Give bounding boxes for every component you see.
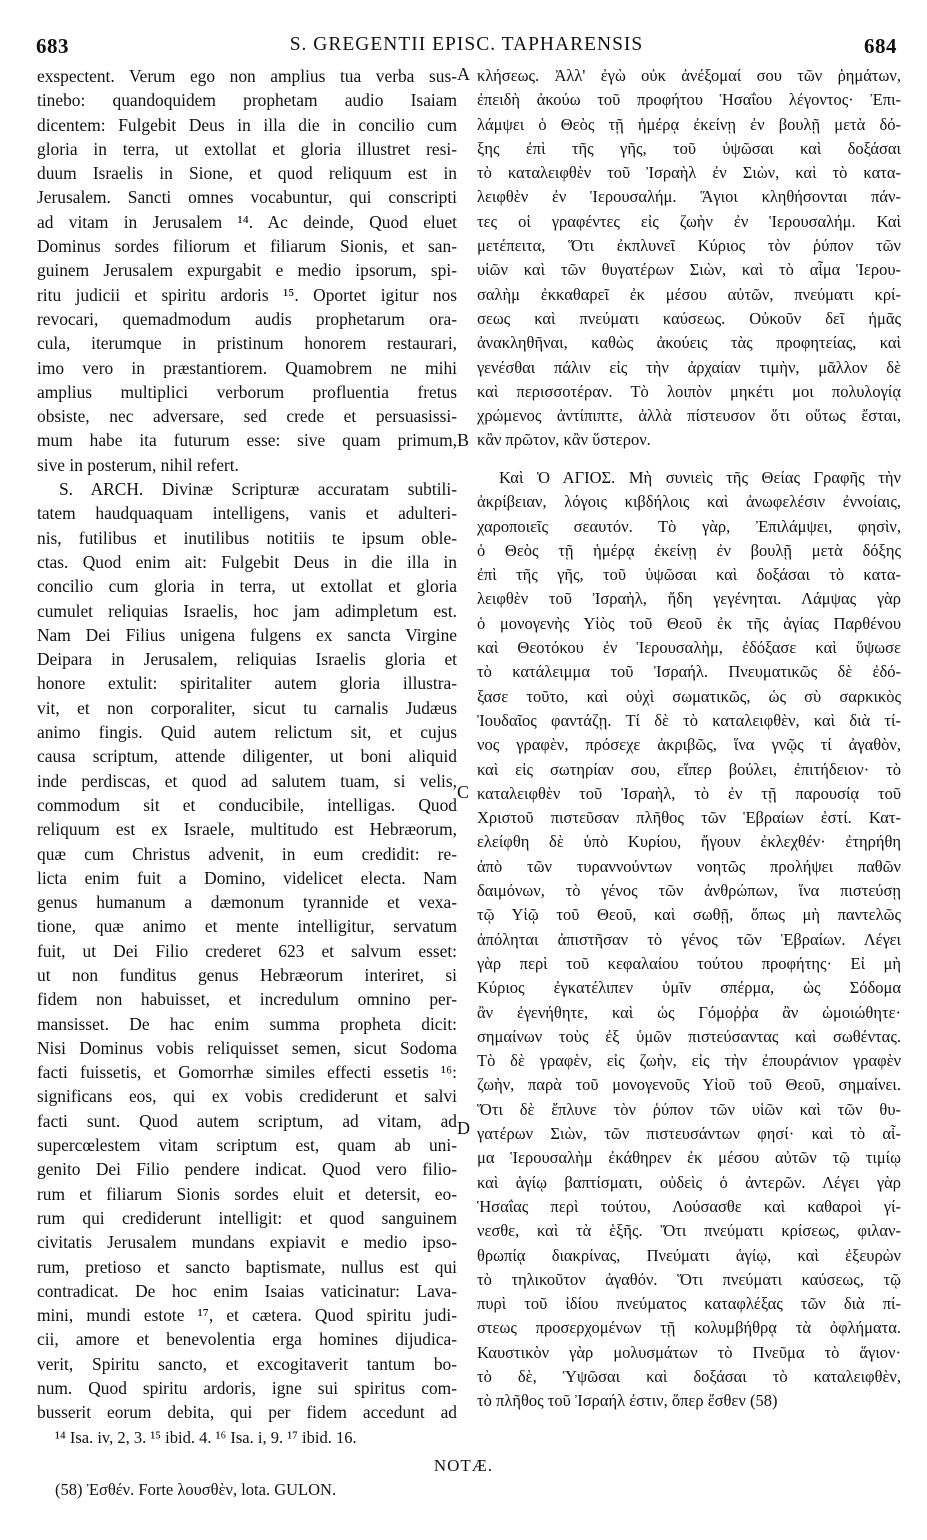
latin-line: quæ cum Christus advenit, in eum credidit: re- — [37, 843, 457, 864]
latin-line: mansisset. De hac enim summa propheta dicit: — [37, 1013, 457, 1034]
latin-line: commodum sit et conducibile, intelligas. Quod — [37, 794, 457, 815]
latin-line: rum qui crediderunt intelligit: et quod sanguinem — [37, 1207, 457, 1228]
latin-line: concilio cum gloria in terra, ut extollat et gloria — [37, 576, 457, 597]
latin-line: reliquum est ex Israele, multitudo est Hebræorum, — [37, 819, 457, 840]
latin-line: cumulet reliquias Israelis, hoc jam adimpletum est. — [37, 600, 457, 621]
greek_b-line: ὁ μονογενὴς Υἱὸς τοῦ Θεοῦ ἐκ τῆς ἁγίας Παρθένου — [477, 613, 901, 633]
latin-line: tione, quæ animo et mente intelligitur, servatum — [37, 916, 457, 937]
greek_a-line: μετέπειτα, Ὅτι ἐκπλυνεῖ Κύριος τὸν ῥύπον τῶν — [477, 236, 901, 256]
latin-line: honore extulit: spiritaliter autem gloria illustra- — [37, 673, 457, 694]
latin-line: supercœlestem vitam scriptum est, quam ab uni- — [37, 1135, 457, 1156]
running-title: S. GREGENTII EPISC. TAPHARENSIS — [289, 34, 644, 55]
greek_b-line: ἀπόληται ἀπιστῆσαν τὸ γένος τῶν Ἑβραίων. Λέγει — [477, 929, 901, 949]
margin-marker-a: A — [457, 64, 470, 84]
notae-note: (58) Ἐσθέν. Forte λουσθὲν, lota. GULON. — [55, 1480, 337, 1499]
margin-marker-d: D — [457, 1118, 470, 1138]
greek_a-line: ἀνακληθῆναι, καθὼς ἀκούεις τὰς προφητείας, καὶ — [477, 333, 901, 353]
greek_b-line: ὁ Θεὸς τῇ ἡμέρᾳ ἐκείνῃ ἐν βουλῇ μετὰ δόξης — [477, 540, 901, 560]
greek_b-line: ἀπὸ τῶν τυραννούντων νοητῶς προλήψει παθῶν — [477, 856, 901, 876]
latin-line: num. Quod spiritu ardoris, igne sui spiritus com- — [37, 1378, 457, 1399]
latin-line: mum habe ita futurum esse: sive quam primum, — [37, 430, 457, 451]
greek_b-line: λειφθὲν τοῦ Ἰσραὴλ, ἤδη γεγένηται. Λάμψας γὰρ — [477, 589, 901, 609]
latin-line: nis, futilibus et inutilibus notitiis te ipsum oble- — [37, 527, 457, 548]
greek_b-line: Ὅτι δὲ ἔπλυνε τὸν ῥύπον τῶν υἱῶν καὶ τῶν θυ- — [477, 1099, 901, 1119]
greek_b-line: γατέρων Σιὼν, τῶν πιστευσάντων φησί· καὶ τὸ αἷ- — [477, 1124, 901, 1144]
greek_a-line: κλήσεως. Ἀλλ' ἐγὼ οὐκ ἀνέξομαί σου τῶν ῥημάτων, — [477, 66, 901, 85]
greek_b-line: Κύριος ἐγκατέλιπεν ὑμῖν σπέρμα, ὡς Σόδομα — [477, 978, 901, 998]
latin-line: tatem haudquaquam intelligens, vanis et adulteri- — [37, 503, 457, 524]
latin-line: tinebo: quandoquidem prophetam audio Isaiam — [37, 90, 457, 111]
latin-line: significans eos, qui ex vobis crediderunt et salvi — [37, 1086, 457, 1107]
page-number-left: 683 — [36, 34, 69, 58]
footnotes: ¹⁴ Isa. iv, 2, 3. ¹⁵ ibid. 4. ¹⁶ Isa. i, 9. ¹⁷ ibid. 16. — [55, 1428, 357, 1447]
greek_b-line: νος γραφὲν, πρόσεχε ἀκριβῶς, ἵνα γνῷς τί ἀγαθὸν, — [477, 735, 901, 755]
greek_b-line: Χριστοῦ πιστεῦσαν πλῆθος τῶν Ἑβραίων ἐστί. Κατ- — [477, 808, 901, 828]
greek_b-line: σημαίνων τοὺς ἐξ ὑμῶν πιστεύσαντας καὶ σωθέντας. — [477, 1026, 901, 1046]
latin-line: obsiste, nec adversare, sed crede et persuasissi- — [37, 406, 457, 427]
latin-line: ut non funditus genus Hebræorum interiret, si — [37, 964, 457, 985]
greek_a-line: ἐπειδὴ ἀκούω τοῦ προφήτου Ἡσαΐου λέγοντος· Ἐπι- — [477, 90, 901, 110]
latin-line: ritu judicii et spiritu ardoris ¹⁵. Oportet igitur nos — [37, 284, 457, 305]
greek_a-line: κἂν πρῶτον, κἂν ὕστερον. — [477, 430, 651, 450]
greek_b-line: Καυστικὸν γὰρ μολυσμάτων τὸ Πνεῦμα τὸ ἅγιον· — [477, 1342, 901, 1362]
greek_b-line: πυρὶ τοῦ ἰδίου πνεύματος καταφλέξας τῶν διὰ πί- — [477, 1294, 901, 1314]
latin-line: verit, Spiritu sancto, et excogitaverit tantum bo- — [37, 1353, 457, 1374]
page-number-right: 684 — [864, 34, 897, 58]
latin-line: S. ARCH. Divinæ Scripturæ accuratam subtili- — [59, 479, 457, 500]
greek_a-line: λάμψει ὁ Θεὸς τῇ ἡμέρᾳ ἐκείνῃ ἐν βουλῇ μετὰ δό- — [477, 114, 901, 134]
greek_b-line: Καὶ Ὁ ΑΓΙΟΣ. Μὴ συνιεὶς τῆς Θείας Γραφῆς τὴν — [499, 468, 901, 487]
greek_b-line: ἐπὶ τῆς γῆς, τοῦ ὑψῶσαι καὶ δοξάσαι τὸ κατα- — [477, 565, 901, 585]
greek_b-line: τῷ Υἱῷ τοῦ Θεοῦ, καὶ σωθῇ, ὅπως μὴ παντελῶς — [477, 905, 901, 925]
greek_b-line: τὸ κατάλειμμα τοῦ Ἰσραήλ. Πνευματικῶς δὲ ἐδό- — [477, 662, 901, 682]
greek_a-line: υἱῶν καὶ τῶν θυγατέρων Σιὼν, καὶ τὸ αἷμα Ἱερου- — [477, 260, 901, 280]
latin-line: genito Dei Filio pendere indicat. Quod vero filio- — [37, 1159, 457, 1180]
greek_a-line: τες οἱ γραφέντες εἰς ζωὴν ἐν Ἱερουσαλήμ. Καὶ — [477, 211, 901, 231]
greek_a-line: ξης ἐπὶ τῆς γῆς, τοῦ ὑψῶσαι καὶ δοξάσαι — [477, 138, 901, 158]
greek_a-line: τὸ καταλειφθὲν τοῦ Ἰσραὴλ ἐν Σιὼν, καὶ τὸ κατα- — [477, 163, 901, 183]
latin-line: duum Israelis in Sione, et quod reliquum est in — [37, 163, 457, 184]
latin-line: rum et filiarum Sionis sordes eluit et detersit, eo- — [37, 1183, 457, 1204]
greek_b-line: μα Ἱερουσαλὴμ ἐκάθηρεν ἐκ μέσου αὐτῶν τῷ τιμίῳ — [477, 1148, 901, 1168]
margin-marker-b: B — [457, 430, 470, 450]
greek_b-line: δαιμόνων, τὸ γένος τῶν ἀνθρώπων, ἵνα πιστεύσῃ — [477, 881, 901, 901]
greek-column-bottom — [477, 466, 901, 1414]
latin-line: civitatis Jerusalem mundans expiavit e medio ipso- — [37, 1232, 457, 1253]
latin-line: vit, et non corporaliter, sicut tu carnalis Judæus — [37, 697, 457, 718]
latin-line: exspectent. Verum ego non amplius tua verba sus- — [37, 66, 457, 86]
latin-line: busserit eorum debita, qui per fidem accedunt ad — [37, 1402, 457, 1423]
greek_b-line: γὰρ περὶ τοῦ κεφαλαίου τούτου προφήτης· Εἰ μὴ — [477, 953, 901, 973]
latin-line: Deipara in Jerusalem, reliquias Israelis gloria et — [37, 649, 457, 670]
greek_b-line: τὸ πλῆθος τοῦ Ἰσραήλ ἐστιν, ὅπερ ἔσθεν (58) — [477, 1391, 778, 1411]
greek_b-line: καὶ Θεοτόκου ἐν Ἱερουσαλὴμ, ἐδόξασε καὶ ὕψωσε — [477, 638, 901, 658]
latin-line: fuit, ut Dei Filio crederet 623 et salvum esset: — [37, 940, 457, 961]
margin-marker-c: C — [457, 782, 470, 802]
latin-line: licta enim fuit a Domino, videlicet electa. Nam — [37, 867, 457, 888]
latin-line: facti sunt. Quod autem scriptum, ad vitam, ad — [37, 1110, 457, 1131]
latin-line: Jerusalem. Sancti omnes vocabuntur, qui conscripti — [37, 187, 457, 208]
latin-line: cula, iterumque in pristinum honorem restaurari, — [37, 333, 457, 354]
greek_a-line: σεως καὶ πνεύματι καύσεως. Οὐκοῦν δεῖ ἡμᾶς — [477, 308, 901, 328]
latin-line: ctas. Quod enim ait: Fulgebit Deus in die illa in — [37, 551, 457, 572]
latin-line: imo vero in præstantiorem. Quamobrem ne mihi — [37, 357, 457, 378]
latin-line: facti fuissetis, et Gomorrhæ similes effecti essetis ¹⁶: — [37, 1062, 457, 1083]
greek_b-line: νεσθε, καὶ τὰ ἑξῆς. Ὅτι πνεύματι κρίσεως, φιλαν- — [477, 1221, 901, 1241]
greek_b-line: Ἰουδαῖος φαντάζῃ. Τί δὲ τὸ καταλειφθὲν, καὶ διὰ τί- — [477, 710, 901, 730]
greek_b-line: ξασε τοῦτο, καὶ οὐχὶ σωματικῶς, ὡς σὺ σαρκικὸς — [477, 686, 901, 706]
greek_b-line: χαροποιεῖς σεαυτόν. Τὸ γὰρ, Ἐπιλάμψει, φησὶν, — [477, 516, 901, 536]
greek_b-line: τὸ δὲ, Ὑψῶσαι καὶ δοξάσαι τὸ καταλειφθὲν, — [477, 1366, 901, 1386]
latin-line: dicentem: Fulgebit Deus in illa die in concilio cum — [37, 114, 457, 135]
latin-line: ad vitam in Jerusalem ¹⁴. Ac deinde, Quod eluet — [37, 211, 457, 232]
greek_b-line: ζωὴν, παρὰ τοῦ μονογενοῦς Υἱοῦ τοῦ Θεοῦ, σημαίνει. — [477, 1075, 901, 1095]
notae-heading: NOTÆ. — [433, 1456, 494, 1475]
latin-line: causa scriptum, attende diligenter, ut boni aliquid — [37, 746, 457, 767]
latin-line: Dominus sordes filiorum et filiarum Sionis, et san- — [37, 236, 457, 257]
greek_b-line: Τὸ δὲ γραφὲν, εἰς ζωὴν, εἰς τὴν ἐπουράνιον γραφὲν — [477, 1051, 901, 1071]
latin-line: mini, mundi estote ¹⁷, et cætera. Quod spiritu judi- — [37, 1305, 457, 1326]
greek_a-line: σαλὴμ ἐκκαθαρεῖ ἐκ μέσου αὐτῶν, πνεύματι κρί- — [477, 284, 901, 304]
greek-column-top — [477, 64, 901, 453]
greek_a-line: καὶ περισσοτέραν. Τὸ λοιπὸν μηκέτι μοι πολυλογίᾳ — [477, 381, 901, 401]
greek_b-line: καταλειφθὲν τοῦ Ἰσραὴλ, τὸ ἐν τῇ παρουσίᾳ τοῦ — [477, 783, 901, 803]
page-header — [36, 34, 897, 62]
greek_b-line: ἀκρίβειαν, λόγοις κιβδήλοις καὶ ἀνωφελέσιν ἐννοίαις, — [477, 492, 901, 512]
latin-line: amplius multiplici verborum profluentia fretus — [37, 381, 457, 402]
greek_b-line: στεως προσερχομένων τῇ κολυμβήθρᾳ τὰ ὀφλήματα. — [477, 1318, 901, 1338]
greek_a-line: χρώμενος ἀντίπιπτε, ἀλλὰ πίστευσον ὅτι οὕτως ἔσται, — [477, 406, 901, 426]
latin-line: gloria in terra, ut extollat et gloria illustret resi- — [37, 138, 457, 159]
greek_b-line: ελείφθη δὲ ὑπὸ Κυρίου, ἤγουν ἐκλεχθέν· ἐτηρήθη — [477, 832, 901, 852]
latin-line: Nam Dei Filius unigena fulgens ex sancta Virgine — [37, 624, 457, 645]
latin-line: cii, amore et benevolentia erga homines dijudica- — [37, 1329, 457, 1350]
greek_b-line: καὶ εἰς σωτηρίαν σου, εἴπερ βούλει, ἐπιτήδειον· τὸ — [477, 759, 901, 779]
latin-line: genus humanum a dæmonum tyrannide et vexa- — [37, 892, 457, 913]
latin-line: animo fingis. Quid autem relictum sit, et cujus — [37, 722, 457, 743]
greek_b-line: καὶ ἁγίῳ βαπτίσματι, οὐδεὶς ὁ ἀντερῶν. Λέγει γὰρ — [477, 1172, 901, 1192]
greek_b-line: Ἡσαΐας περὶ τούτου, Λούσασθε καὶ καθαροὶ γί- — [477, 1196, 901, 1216]
latin-line: contradicat. De hoc enim Isaias vaticinatur: Lava- — [37, 1280, 457, 1301]
latin-line: fidem non habuisset, et incredulum omnino per- — [37, 989, 457, 1010]
greek_b-line: τὸ τηλικοῦτον ἀγαθόν. Ὅτι πνεύματι καύσεως, τῷ — [477, 1269, 901, 1289]
latin-line: sive in posterum, nihil refert. — [37, 454, 239, 475]
latin-line: Nisi Dominus vobis reliquisset semen, sicut Sodoma — [37, 1037, 457, 1058]
latin-line: rum, pretioso et sancto baptismate, nullus est qui — [37, 1256, 457, 1277]
greek_a-line: γενέσθαι πάλιν εἰς τὴν ἀρχαίαν τιμὴν, μᾶλλον δὲ — [477, 357, 901, 377]
latin-line: guinem Jerusalem expurgabit e medio ipsorum, spi- — [37, 260, 457, 281]
latin-line: revocari, quemadmodum audis prophetarum ora- — [37, 308, 457, 329]
latin-line: inde perdiscas, et quod ad salutem tuam, si velis, — [37, 770, 457, 791]
greek_b-line: θρωπίᾳ διακρίνας, Πνεύματι ἁγίῳ, καὶ ἐξευρὼν — [477, 1245, 901, 1265]
greek_b-line: ἂν ἐγενήθητε, καὶ ὡς Γόμοῤῥα ἂν ὡμοιώθητε· — [477, 1002, 901, 1022]
latin-column — [37, 64, 457, 1425]
greek_a-line: λειφθὲν ἐν Ἱερουσαλήμ. Ἅγιοι κληθήσονται πάν- — [477, 187, 901, 207]
